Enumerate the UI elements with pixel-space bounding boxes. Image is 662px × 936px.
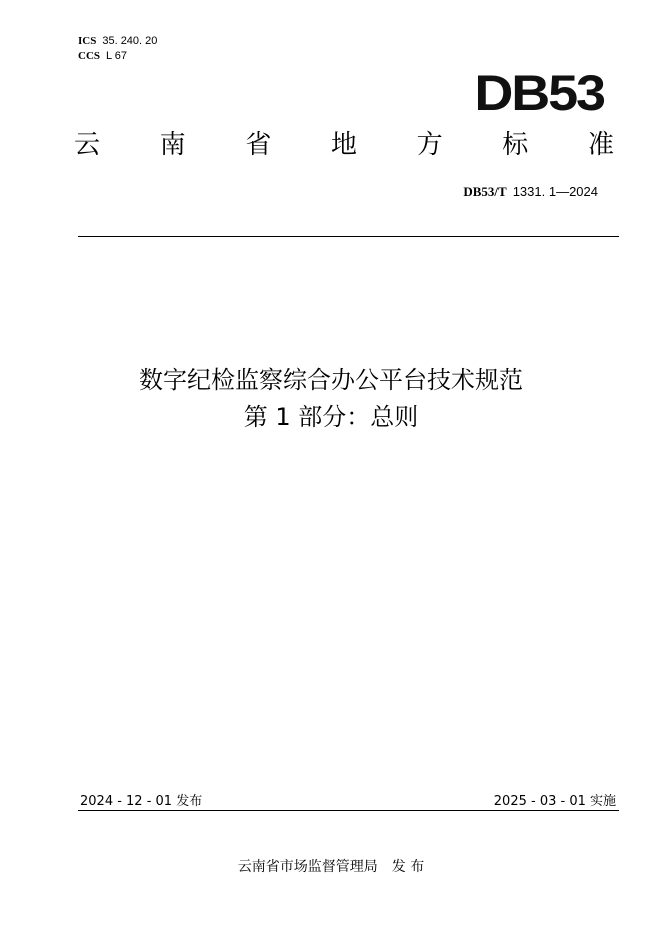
standard-type-char: 地	[330, 130, 357, 160]
standard-type	[74, 130, 614, 160]
standard-code: DB53/T	[463, 184, 507, 199]
standard-type-char: 准	[587, 130, 614, 160]
standard-type-char: 标	[502, 130, 529, 160]
ccs-value: L 67	[106, 50, 128, 62]
ics-code	[78, 34, 157, 49]
standard-number	[463, 184, 598, 200]
classification-codes	[78, 34, 157, 64]
document-subtitle: 第 1 部分：总则	[243, 403, 419, 431]
publish-date: 2024 - 12 - 01 发布	[80, 794, 203, 809]
ics-label: ICS	[78, 35, 97, 47]
standard-type-char: 方	[416, 130, 443, 160]
ics-value: 35. 240. 20	[102, 35, 158, 47]
ccs-label: CCS	[78, 50, 101, 62]
implement-date: 2025 - 03 - 01 实施	[493, 794, 616, 809]
issuer: 云南省市场监督管理局 发 布	[237, 859, 425, 875]
standard-type-char: 省	[245, 130, 272, 160]
standard-type-char: 南	[159, 130, 186, 160]
standard-number-value: 1331. 1—2024	[512, 184, 598, 199]
top-divider	[78, 236, 619, 237]
document-title: 数字纪检监察综合办公平台技术规范	[139, 366, 523, 394]
db-logo: DB53	[474, 65, 604, 121]
ccs-code	[78, 49, 157, 64]
bottom-divider	[78, 810, 619, 811]
standard-type-char: 云	[74, 130, 101, 160]
